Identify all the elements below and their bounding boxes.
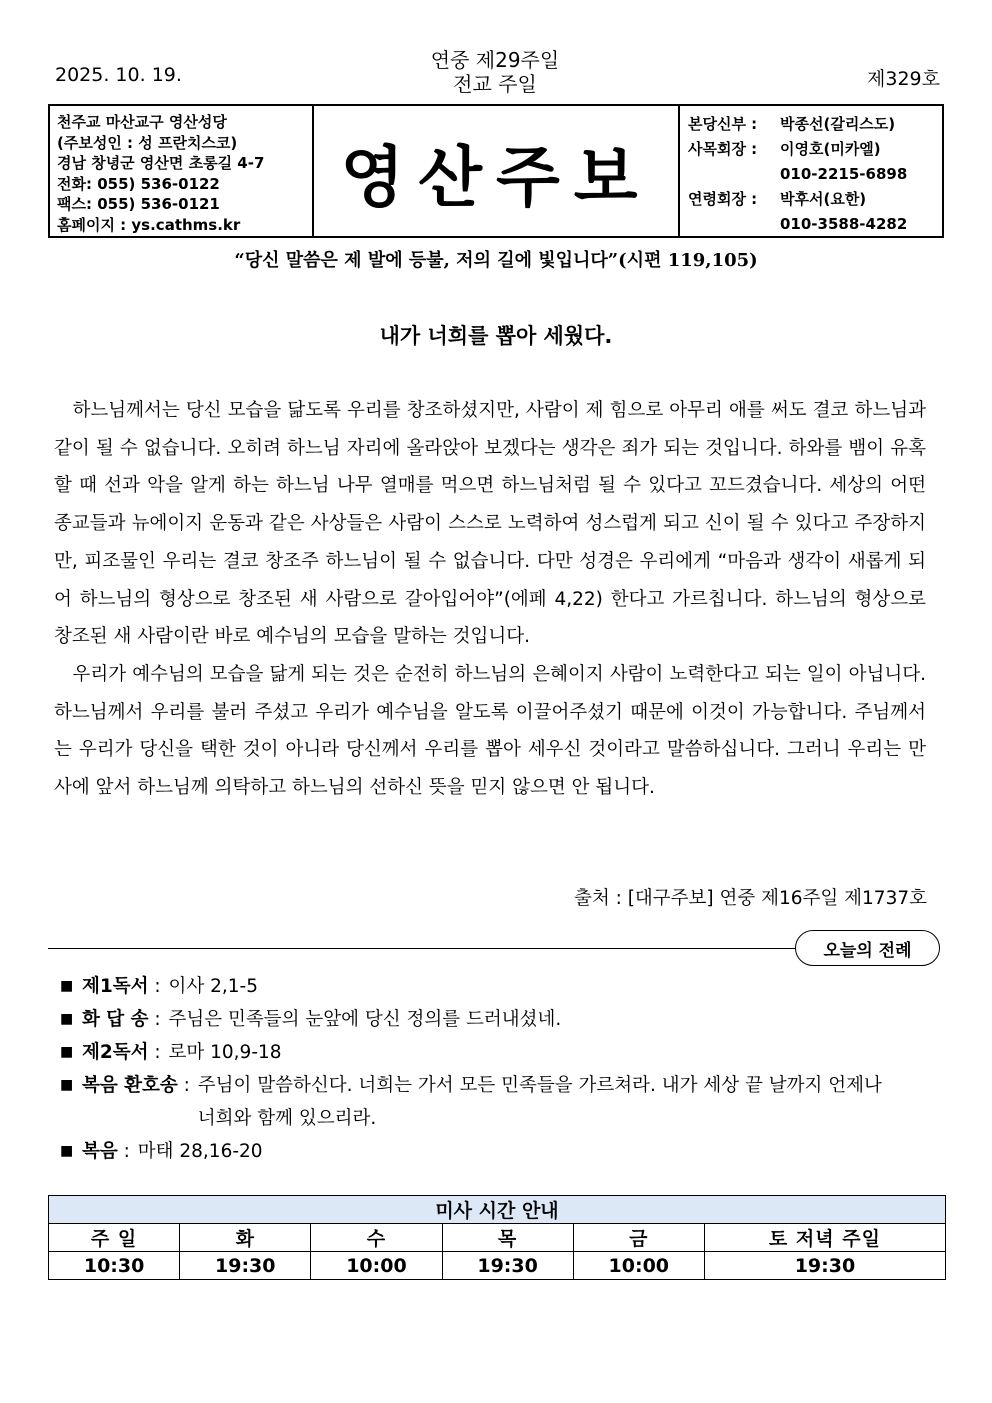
reading-text: 로마 10,9-18 — [168, 1042, 282, 1063]
staff-value: 박후서(요한) — [780, 190, 867, 208]
reading-label: 제1독서 — [82, 976, 149, 997]
article-source: 출처 : [대구주보] 연중 제16주일 제1737호 — [573, 888, 927, 909]
staff-role — [688, 212, 780, 237]
parish-line: 전화: 055) 536-0122 — [57, 174, 220, 193]
parish-line: 홈페이지 : ys.cathms.kr — [57, 215, 241, 234]
staff-value: 010-3588-4282 — [780, 215, 908, 233]
issue-date: 2025. 10. 19. — [55, 64, 182, 86]
staff-row — [688, 137, 942, 162]
reading-text: 주님이 말씀하신다. 너희는 가서 모든 민족들을 가르쳐라. 내가 세상 끝 날까지 언제나 너희와 함께 있으리라. — [197, 1075, 882, 1129]
staff-value: 010-2215-6898 — [780, 165, 908, 183]
reading-label: 복음 — [82, 1141, 118, 1162]
parish-line: 팩스: 055) 536-0121 — [57, 195, 220, 213]
mass-day: 주 일 — [49, 1224, 180, 1252]
readings-list — [60, 970, 940, 1168]
mass-time: 10:30 — [49, 1252, 180, 1280]
reading-label: 제2독서 — [82, 1042, 149, 1063]
staff-row — [688, 187, 942, 212]
mass-day: 화 — [180, 1224, 311, 1252]
reading-item — [60, 1036, 940, 1069]
staff-row — [688, 112, 942, 137]
reading-item — [60, 1003, 940, 1036]
issue-number: 제329호 — [867, 68, 940, 90]
mass-time: 19:30 — [442, 1252, 573, 1280]
square-bullet-icon: ■ — [60, 1077, 74, 1093]
square-bullet-icon: ■ — [60, 978, 74, 994]
staff-role: 연령회장 : — [688, 190, 758, 208]
staff-value: 박종선(갈리스도) — [780, 115, 896, 133]
week-line-1: 연중 제29주일 — [430, 48, 560, 72]
staff-info — [680, 106, 942, 236]
mass-day: 수 — [311, 1224, 442, 1252]
reading-sep: : — [148, 976, 167, 997]
reading-text: 주님은 민족들의 눈앞에 당신 정의를 드러내셨네. — [168, 1009, 562, 1030]
staff-row — [688, 162, 942, 187]
reading-label: 복음 환호송 — [82, 1075, 178, 1096]
article-paragraph: 우리가 예수님의 모습을 닮게 되는 것은 순전히 하느님의 은혜이지 사람이 노력한다고 되는 일이 아닙니다. 하느님께서 우리를 불러 주셨고 우리가 예수님을 알도록 이끌어주셨기 때문에 이것이 가능합니다. 주님께서는 우리가 당신을 택한 것이 아니라 당신께서 우리를 뽑아 세우신 것이라고 말씀하십니다. 그러니 우리는 만사에 앞서 하느님께 의탁하고 하느님의 선하신 뜻을 믿지 않으면 안 됩니다. — [54, 663, 926, 799]
reading-sep: : — [148, 1009, 167, 1030]
bulletin-title: 영산주보 — [314, 106, 680, 236]
article-body — [54, 392, 926, 807]
reading-item — [60, 970, 940, 1003]
square-bullet-icon: ■ — [60, 1011, 74, 1027]
mass-day: 목 — [442, 1224, 573, 1252]
mass-times-title: 미사 시간 안내 — [49, 1196, 946, 1224]
mass-time: 19:30 — [180, 1252, 311, 1280]
staff-value: 이영호(미카엘) — [780, 140, 881, 158]
parish-line: 천주교 마산교구 영산성당 — [57, 113, 227, 131]
reading-text: 마태 28,16-20 — [137, 1141, 263, 1162]
article-title: 내가 너희를 뽑아 세웠다. — [379, 324, 613, 348]
article-paragraph: 하느님께서는 당신 모습을 닮도록 우리를 창조하셨지만, 사람이 제 힘으로 아무리 애를 써도 결코 하느님과 같이 될 수 없습니다. 오히려 하느님 자리에 올라앉아 보겠다는 생각은 죄가 되는 것입니다. 하와를 뱀이 유혹할 때 선과 악을 알게 하는 하느님 나무 열매를 먹으면 하느님처럼 될 수 있다고 꼬드겼습니다. 세상의 어떤 종교들과 뉴에이지 운동과 같은 사상들은 사람이 스스로 노력하여 성스럽게 되고 신이 될 수 있다고 주장하지만, 피조물인 우리는 결코 창조주 하느님이 될 수 없습니다. 다만 성경은 우리에게 “마음과 생각이 새롭게 되어 하느님의 형상으로 창조된 새 사람으로 갈아입어야”(에페 4,22) 한다고 가르칩니다. 하느님의 형상으로 창조된 새 사람이란 바로 예수님의 모습을 말하는 것입니다. — [54, 400, 927, 648]
square-bullet-icon: ■ — [60, 1143, 74, 1159]
mass-time: 19:30 — [704, 1252, 945, 1280]
masthead — [48, 104, 944, 238]
week-line-2: 전교 주일 — [453, 72, 537, 96]
staff-role: 사목회장 : — [688, 140, 758, 158]
staff-row — [688, 212, 942, 237]
mass-day: 토 저녁 주일 — [704, 1224, 945, 1252]
reading-item — [60, 1135, 940, 1168]
mass-day: 금 — [573, 1224, 704, 1252]
reading-item — [60, 1069, 940, 1135]
reading-sep: : — [148, 1042, 167, 1063]
section-divider — [48, 948, 808, 949]
scripture-motto: “당신 말씀은 제 발에 등불, 저의 길에 빛입니다”(시편 119,105) — [234, 250, 758, 271]
mass-time: 10:00 — [573, 1252, 704, 1280]
staff-role: 본당신부 : — [688, 115, 758, 133]
staff-role — [688, 162, 780, 187]
liturgy-tag: 오늘의 전례 — [795, 930, 940, 966]
reading-label: 화 답 송 — [82, 1009, 149, 1030]
mass-times-table — [48, 1195, 946, 1280]
reading-sep: : — [177, 1075, 196, 1096]
reading-sep: : — [117, 1141, 136, 1162]
parish-line: (주보성인 : 성 프란치스코) — [57, 133, 238, 152]
square-bullet-icon: ■ — [60, 1044, 74, 1060]
parish-line: 경남 창녕군 영산면 초롱길 4-7 — [57, 154, 265, 172]
mass-time: 10:00 — [311, 1252, 442, 1280]
parish-info — [50, 106, 314, 236]
liturgical-week — [360, 48, 630, 96]
reading-text: 이사 2,1-5 — [168, 976, 258, 997]
